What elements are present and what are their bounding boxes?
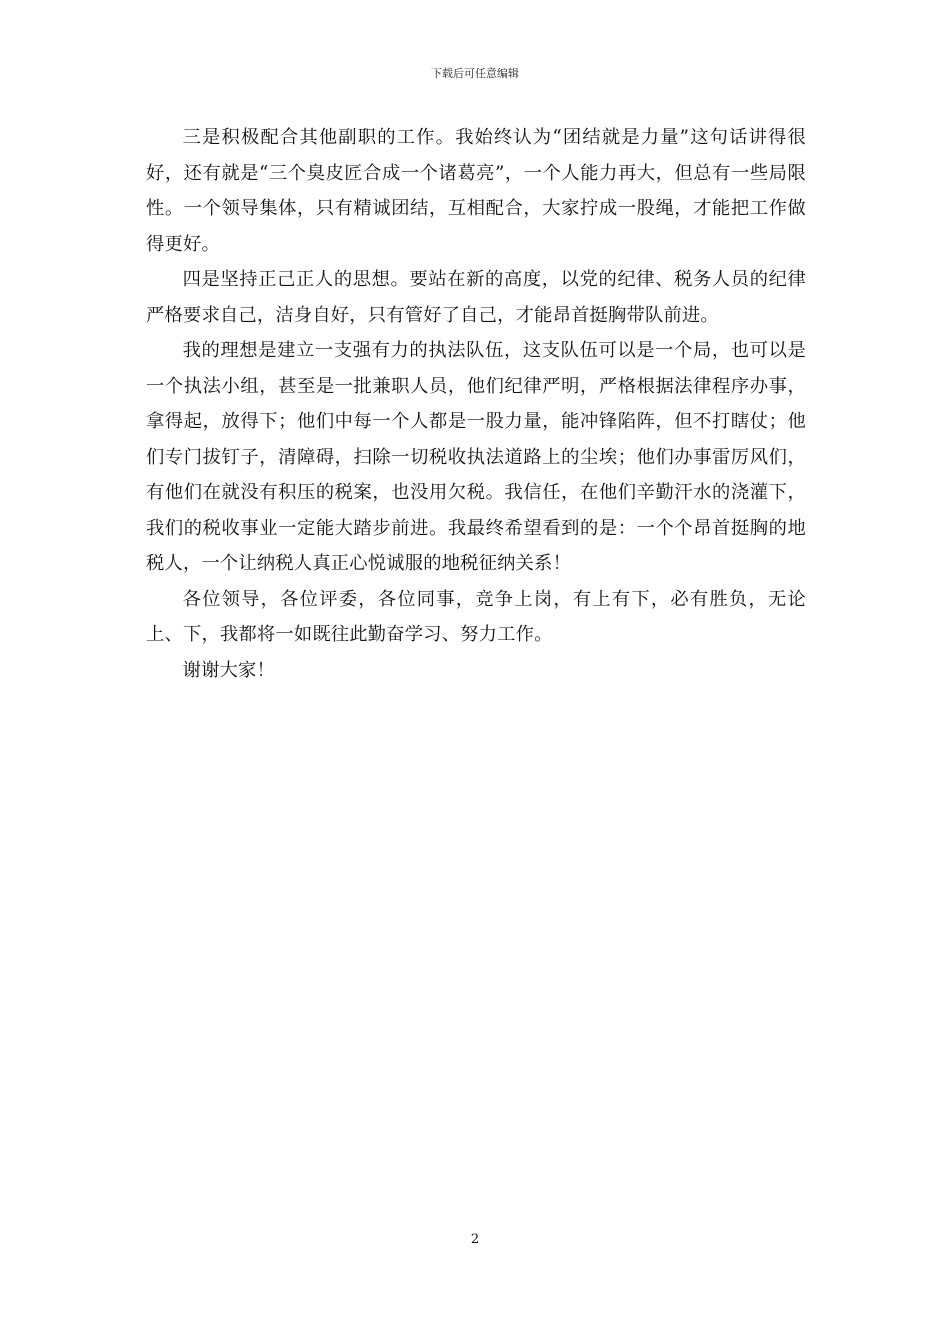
paragraph-self-discipline: 四是坚持正己正人的思想。要站在新的高度，以党的纪律、税务人员的纪律严格要求自己，洁身自好，只有管好了自己，才能昂首挺胸带队前进。 xyxy=(146,269,806,326)
page-header-note: 下载后可任意编辑 xyxy=(431,67,519,80)
document-body xyxy=(146,120,806,688)
paragraph-cooperation: 三是积极配合其他副职的工作。我始终认为“团结就是力量”这句话讲得很好，还有就是“三个臭皮匠合成一个诸葛亮”，一个人能力再大，但总有一些局限性。一个领导集体，只有精诚团结，互相配合，大家拧成一股绳，才能把工作做得更好。 xyxy=(146,127,806,255)
paragraph-thanks: 谢谢大家！ xyxy=(182,659,275,681)
paragraph-closing-statement: 各位领导，各位评委，各位同事，竞争上岗，有上有下，必有胜负，无论上、下，我都将一如既往此勤奋学习、努力工作。 xyxy=(146,588,806,645)
page-number: 2 xyxy=(470,1232,480,1247)
paragraph-ideal-team: 我的理想是建立一支强有力的执法队伍，这支队伍可以是一个局，也可以是一个执法小组，甚至是一批兼职人员，他们纪律严明，严格根据法律程序办事，拿得起，放得下；他们中每一个人都是一股力量，能冲锋陷阵，但不打瞎仗；他们专门拔钉子，清障碍，扫除一切税收执法道路上的尘埃；他们办事雷厉风们，有他们在就没有积压的税案，也没用欠税。我信任，在他们辛勤汗水的浇灌下，我们的税收事业一定能大踏步前进。我最终希望看到的是：一个个昂首挺胸的地税人，一个让纳税人真正心悦诚服的地税征纳关系！ xyxy=(146,340,806,574)
